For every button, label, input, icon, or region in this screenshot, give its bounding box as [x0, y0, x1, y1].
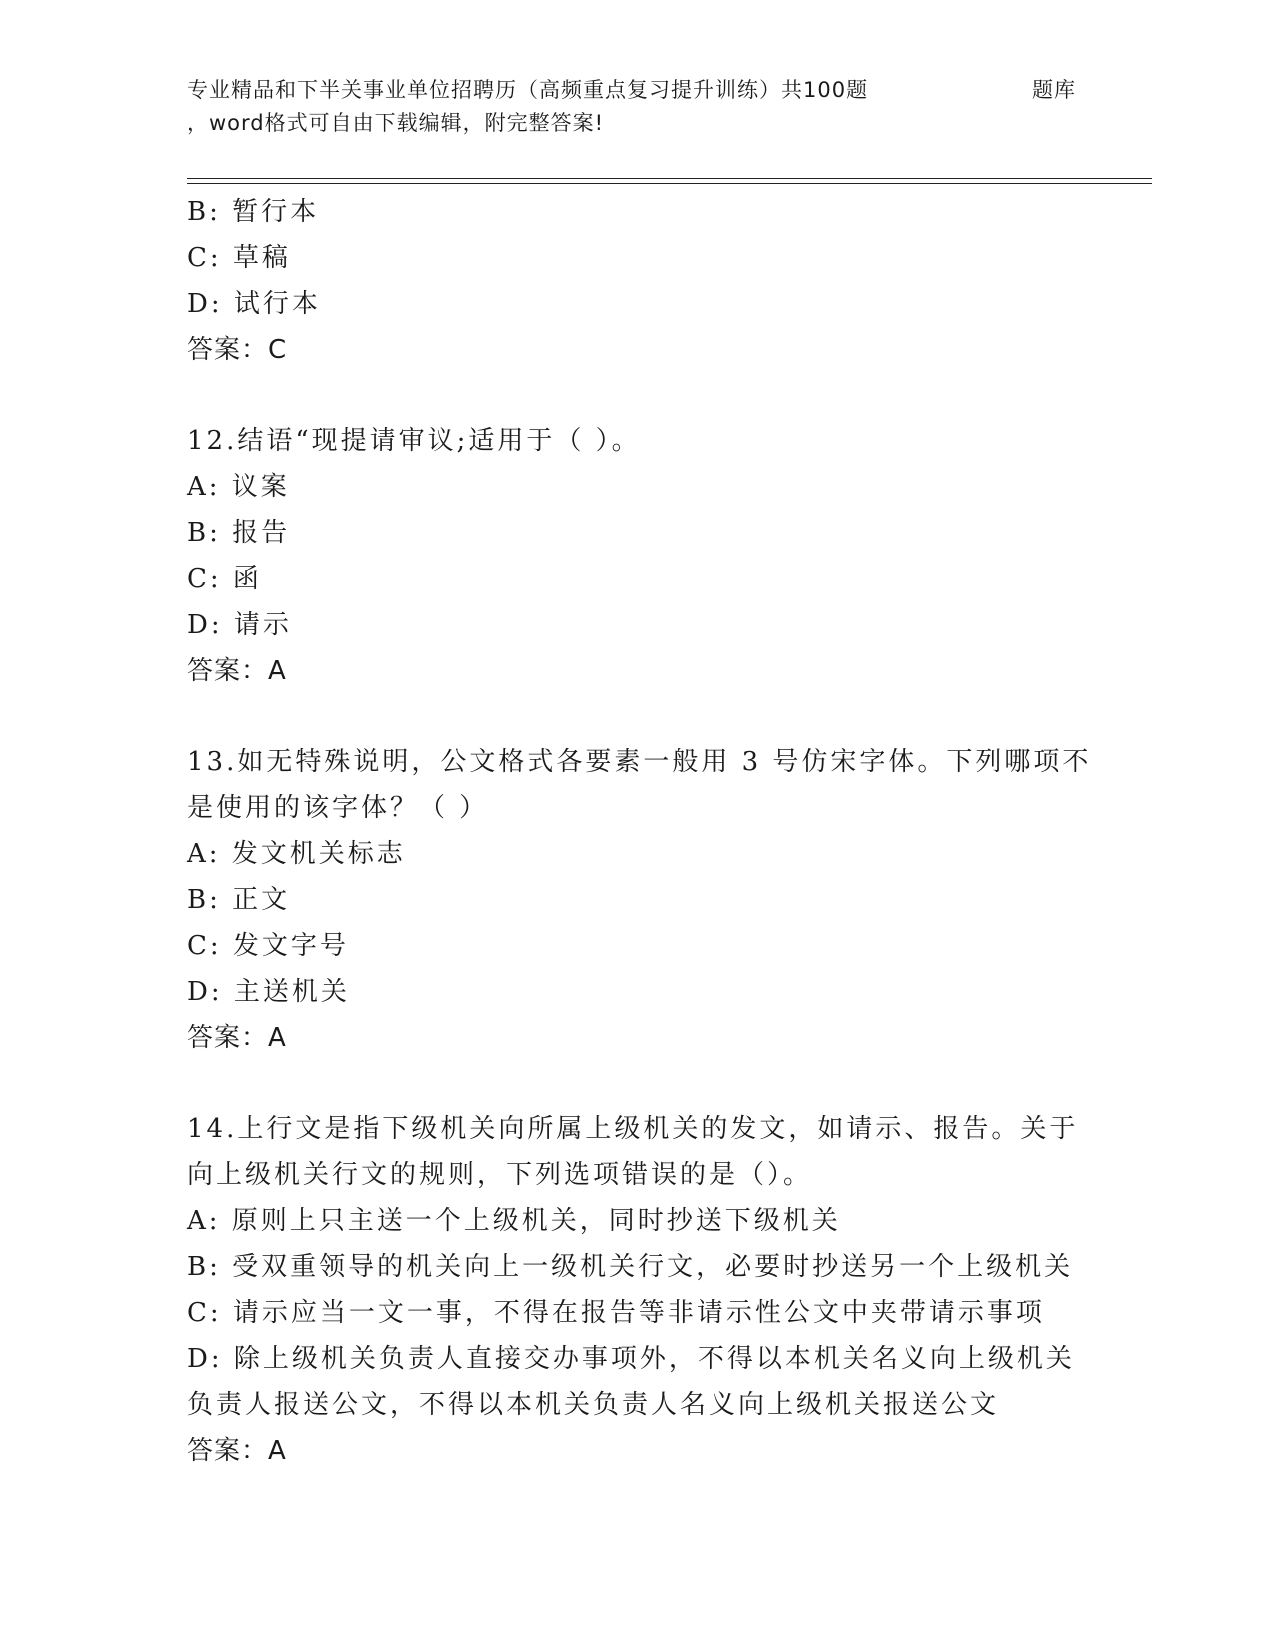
- q13-option-b: B: 正文: [187, 885, 291, 915]
- q14-answer: 答案：A: [187, 1436, 287, 1466]
- spacer: [187, 373, 1087, 418]
- q14-stem-line2: 向上级机关行文的规则，下列选项错误的是（）。: [187, 1160, 813, 1190]
- q14-option-b: B: 受双重领导的机关向上一级机关行文，必要时抄送另一个上级机关: [187, 1252, 1074, 1282]
- q12-option-d: D: 请示: [187, 610, 292, 640]
- q11-option-b: B: 暂行本: [187, 197, 320, 227]
- q14-option-c: C: 请示应当一文一事，不得在报告等非请示性公文中夹带请示事项: [187, 1298, 1045, 1328]
- q12-answer: 答案：A: [187, 656, 287, 686]
- q12-stem: 12.结语“现提请审议;适用于（ ）。: [187, 426, 641, 456]
- q11-answer: 答案：C: [187, 335, 288, 365]
- q11-option-d: D: 试行本: [187, 289, 321, 319]
- q12-option-b: B: 报告: [187, 518, 291, 548]
- q13-option-d: D: 主送机关: [187, 977, 350, 1007]
- header-title-line2: ，word格式可自由下载编辑，附完整答案!: [187, 111, 605, 135]
- q13-stem-line2: 是使用的该字体？（ ）: [187, 793, 489, 823]
- spacer: [187, 694, 1087, 739]
- header-title-line1: 专业精品和下半关事业单位招聘历（高频重点复习提升训练）共100题: [187, 78, 869, 102]
- header-rule-top: [187, 178, 1152, 179]
- spacer: [187, 1061, 1087, 1106]
- q12-option-a: A: 议案: [187, 472, 290, 502]
- header-rule-bottom: [187, 183, 1152, 184]
- q13-option-c: C: 发文字号: [187, 931, 349, 961]
- q14-option-a: A: 原则上只主送一个上级机关，同时抄送下级机关: [187, 1206, 841, 1236]
- header-tag: 题库: [1032, 78, 1076, 102]
- q12-option-c: C: 函: [187, 564, 262, 594]
- page-header: [187, 74, 1087, 140]
- q14-option-d-line1: D: 除上级机关负责人直接交办事项外，不得以本机关名义向上级机关: [187, 1344, 1075, 1374]
- q14-stem-line1: 14.上行文是指下级机关向所属上级机关的发文，如请示、报告。关于: [187, 1114, 1079, 1144]
- q13-stem-line1: 13.如无特殊说明，公文格式各要素一般用 3 号仿宋字体。下列哪项不: [187, 747, 1092, 777]
- q14-option-d-line2: 负责人报送公文，不得以本机关负责人名义向上级机关报送公文: [187, 1390, 1000, 1420]
- q11-option-c: C: 草稿: [187, 243, 291, 273]
- q13-option-a: A: 发文机关标志: [187, 839, 406, 869]
- q13-answer: 答案：A: [187, 1023, 287, 1053]
- question-list: [187, 189, 1092, 1474]
